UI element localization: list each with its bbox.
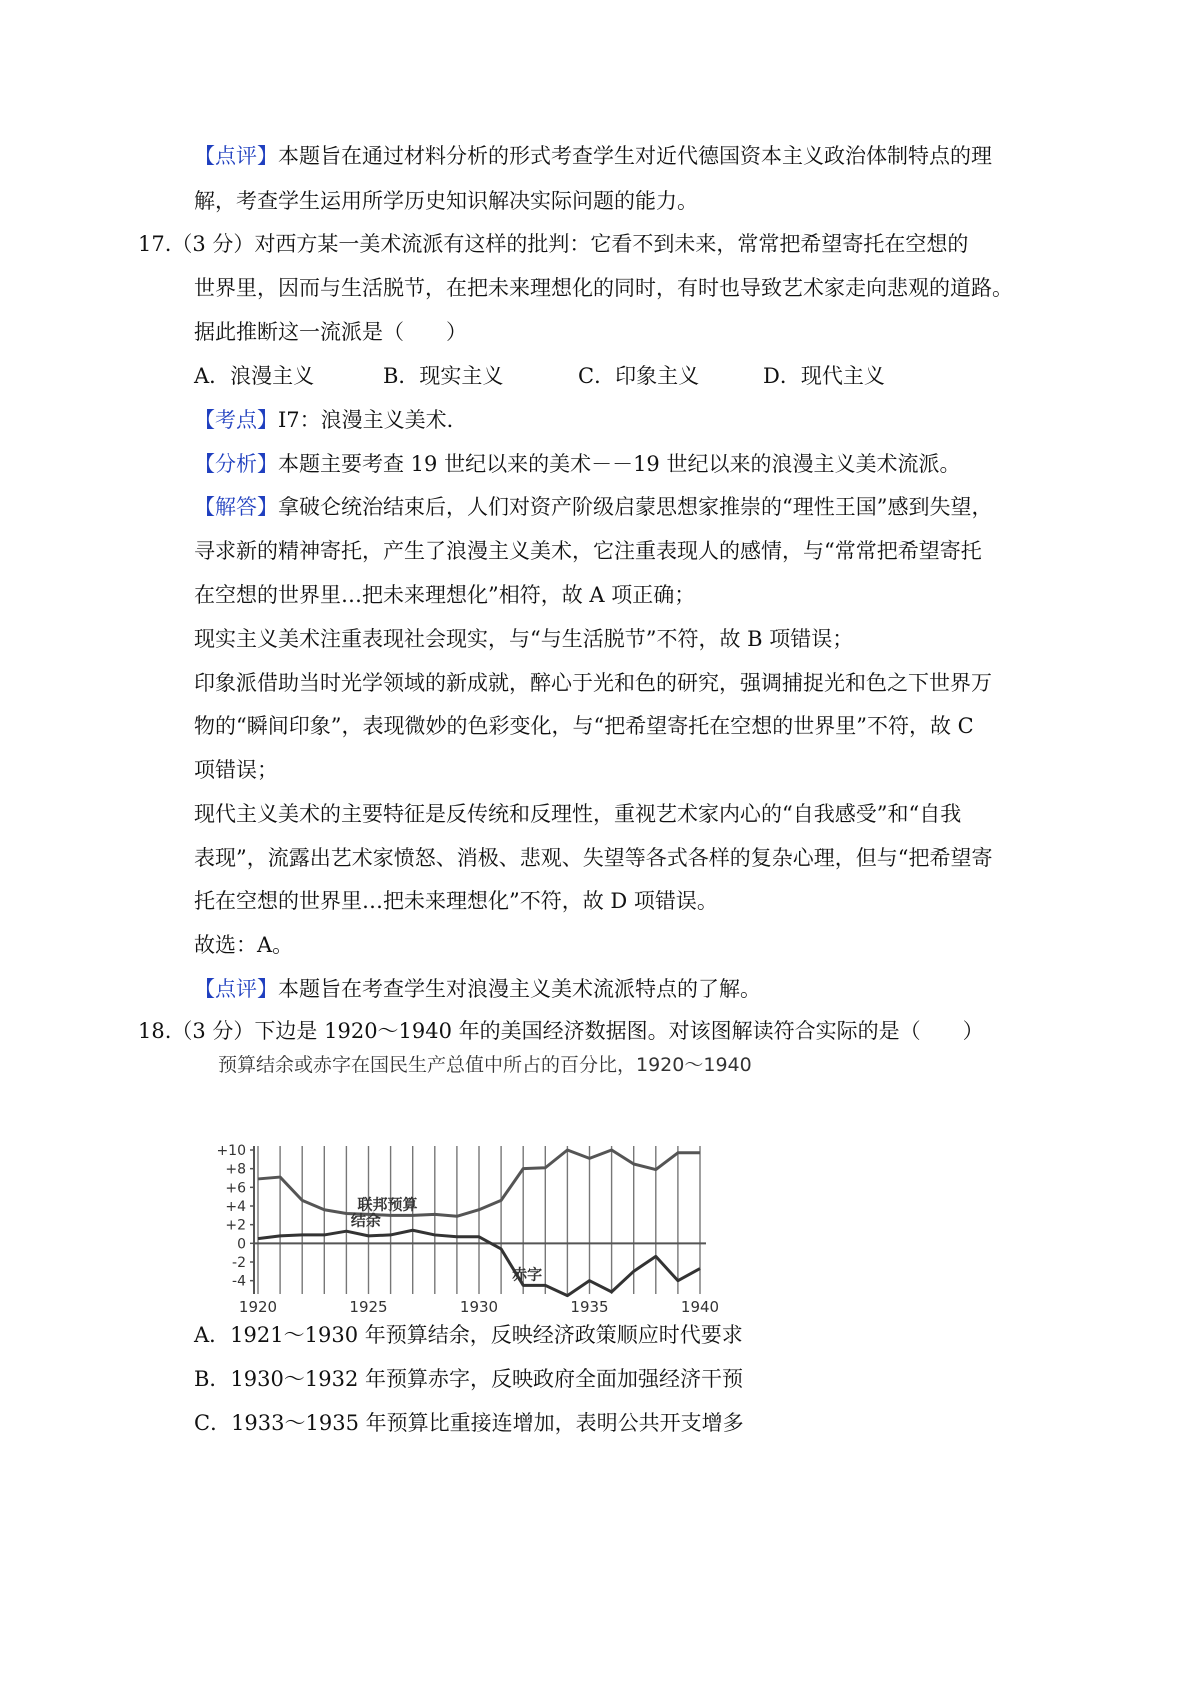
kaodian-text: I7：浪漫主义美术． bbox=[278, 408, 468, 432]
q17-jieda-line-10: 托在空想的世界里…把未来理想化”不符，故 D 项错误。 bbox=[194, 889, 718, 913]
q18-option-c[interactable]: C．1933～1935 年预算比重接连增加，表明公共开支增多 bbox=[194, 1411, 744, 1435]
q18-stem bbox=[138, 1016, 984, 1046]
x-tick-label: 1930 bbox=[459, 1298, 499, 1316]
x-tick-label: 1925 bbox=[349, 1298, 388, 1316]
q17-dianping bbox=[194, 974, 761, 1004]
fenxi-text: 本题主要考查 19 世纪以来的美术－－19 世纪以来的浪漫主义美术流派。 bbox=[278, 452, 961, 476]
q17-jieda-line-4: 现实主义美术注重表现社会现实，与“与生活脱节”不符，故 B 项错误； bbox=[194, 627, 854, 651]
q17-jieda-line-6: 物的“瞬间印象”，表现微妙的色彩变化，与“把希望寄托在空想的世界里”不符，故 C bbox=[194, 714, 974, 738]
q17-option-a[interactable]: A．浪漫主义 bbox=[194, 364, 315, 388]
q17-stem-line-1 bbox=[138, 229, 968, 259]
q17-option-c[interactable]: C．印象主义 bbox=[578, 364, 700, 388]
q17-option-d[interactable]: D．现代主义 bbox=[763, 364, 885, 388]
q18-number: 18.（3 分） bbox=[138, 1019, 255, 1043]
q17-number: 17.（3 分） bbox=[138, 232, 255, 256]
q17-jieda-line-5: 印象派借助当时光学领域的新成就，醉心于光和色的研究，强调捕捉光和色之下世界万 bbox=[194, 671, 992, 695]
q17-fenxi bbox=[194, 449, 960, 479]
comment-text: 本题旨在通过材料分析的形式考查学生对近代德国资本主义政治体制特点的理 bbox=[278, 144, 992, 168]
annotation-federal-budget: 联邦预算 bbox=[357, 1195, 418, 1214]
q17-jieda-line-7: 项错误； bbox=[194, 758, 278, 782]
q17-option-b[interactable]: B．现实主义 bbox=[383, 364, 504, 388]
jieda-tag: 【解答】 bbox=[194, 495, 278, 519]
q17-stem-line-3: 据此推断这一流派是（ ） bbox=[194, 320, 467, 344]
y-tick-label: +4 bbox=[225, 1199, 246, 1215]
q18-option-a[interactable]: A．1921～1930 年预算结余，反映经济政策顺应时代要求 bbox=[194, 1323, 743, 1347]
annotation-deficit: 赤字 bbox=[512, 1265, 543, 1284]
dianping-tag: 【点评】 bbox=[194, 977, 278, 1001]
chart-title: 预算结余或赤字在国民生产总值中所占的百分比，1920～1940 bbox=[218, 1054, 752, 1076]
x-tick-label: 1920 bbox=[238, 1298, 278, 1316]
y-tick-label: +2 bbox=[225, 1217, 246, 1234]
annotation-surplus: 结余 bbox=[350, 1211, 381, 1230]
q17-jieda-line-3: 在空想的世界里…把未来理想化”相符，故 A 项正确； bbox=[194, 583, 696, 607]
x-tick-label: 1940 bbox=[680, 1298, 720, 1316]
dianping-text: 本题旨在考查学生对浪漫主义美术流派特点的了解。 bbox=[278, 977, 761, 1001]
q17-jieda-line-11: 故选：A。 bbox=[194, 933, 294, 957]
q16-comment-line-1 bbox=[194, 141, 992, 171]
comment-tag: 【点评】 bbox=[194, 144, 278, 168]
jieda-text: 拿破仑统治结束后，人们对资产阶级启蒙思想家推崇的“理性王国”感到失望， bbox=[278, 495, 993, 519]
q17-kaodian bbox=[194, 405, 468, 435]
y-tick-label: 0 bbox=[237, 1236, 246, 1253]
kaodian-tag: 【考点】 bbox=[194, 408, 278, 432]
y-tick-label: -4 bbox=[232, 1273, 246, 1290]
q17-stem-text: 对西方某一美术流派有这样的批判：它看不到未来，常常把希望寄托在空想的 bbox=[254, 232, 969, 256]
y-tick-label: +10 bbox=[216, 1143, 246, 1159]
q18-stem-text: 下边是 1920～1940 年的美国经济数据图。对该图解读符合实际的是（ ） bbox=[254, 1019, 984, 1043]
q17-stem-line-2: 世界里，因而与生活脱节，在把未来理想化的同时，有时也导致艺术家走向悲观的道路。 bbox=[194, 276, 1013, 300]
x-tick-label: 1935 bbox=[570, 1298, 609, 1316]
q17-jieda-line-9: 表现”，流露出艺术家愤怒、消极、悲观、失望等各式各样的复杂心理，但与“把希望寄 bbox=[194, 846, 993, 870]
q17-jieda-line-1 bbox=[194, 492, 992, 522]
q16-comment-line-2: 解，考查学生运用所学历史知识解决实际问题的能力。 bbox=[194, 189, 698, 213]
y-tick-label: +6 bbox=[225, 1180, 246, 1197]
q17-jieda-line-2: 寻求新的精神寄托，产生了浪漫主义美术，它注重表现人的感情，与“常常把希望寄托 bbox=[194, 539, 982, 563]
q18-option-b[interactable]: B．1930～1932 年预算赤字，反映政府全面加强经济干预 bbox=[194, 1367, 743, 1391]
fenxi-tag: 【分析】 bbox=[194, 452, 278, 476]
y-tick-label: -2 bbox=[232, 1255, 246, 1271]
q17-jieda-line-8: 现代主义美术的主要特征是反传统和反理性，重视艺术家内心的“自我感受”和“自我 bbox=[194, 802, 962, 826]
y-tick-label: +8 bbox=[225, 1161, 246, 1178]
